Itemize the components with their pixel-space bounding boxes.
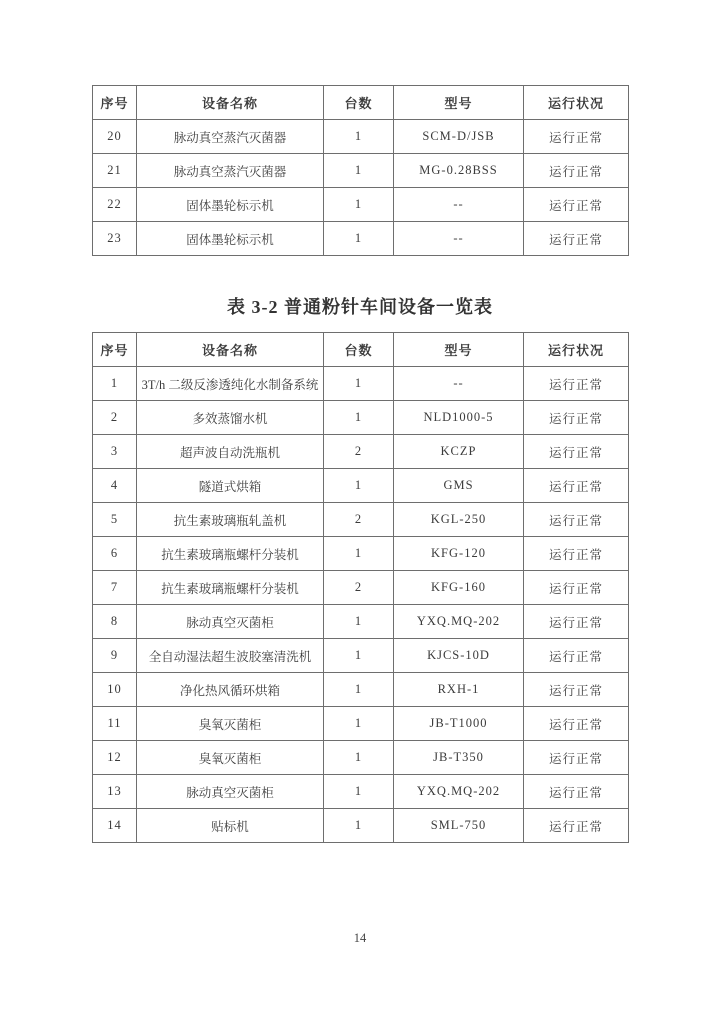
section-title: 表 3-2 普通粉针车间设备一览表 — [227, 297, 493, 317]
table-cell: SCM-D/JSB — [394, 120, 524, 154]
table-cell: 抗生素玻璃瓶螺杆分装机 — [137, 571, 324, 605]
table-cell: 1 — [324, 537, 394, 571]
table-cell: 全自动湿法超生波胶塞清洗机 — [137, 639, 324, 673]
column-header: 台数 — [324, 333, 394, 367]
table-cell: 运行正常 — [524, 188, 629, 222]
table-header-row — [93, 86, 629, 120]
table-cell: KGL-250 — [394, 503, 524, 537]
table-row — [93, 741, 629, 775]
table-cell: 臭氧灭菌柜 — [137, 741, 324, 775]
table-cell: NLD1000-5 — [394, 401, 524, 435]
table-row — [93, 401, 629, 435]
page-number: 14 — [353, 931, 367, 945]
table-cell: 运行正常 — [524, 809, 629, 843]
table-row — [93, 707, 629, 741]
table-cell: 固体墨轮标示机 — [137, 188, 324, 222]
table-cell: 净化热风循环烘箱 — [137, 673, 324, 707]
table-cell: 21 — [93, 154, 137, 188]
table-cell: 2 — [93, 401, 137, 435]
table-row — [93, 605, 629, 639]
table-row — [93, 154, 629, 188]
table-cell: 运行正常 — [524, 367, 629, 401]
table-cell: 抗生素玻璃瓶螺杆分装机 — [137, 537, 324, 571]
table-cell: MG-0.28BSS — [394, 154, 524, 188]
table-cell: JB-T350 — [394, 741, 524, 775]
table-cell: 运行正常 — [524, 775, 629, 809]
table-row — [93, 367, 629, 401]
column-header: 台数 — [324, 86, 394, 120]
column-header: 运行状况 — [524, 333, 629, 367]
column-header: 设备名称 — [137, 333, 324, 367]
table-cell: 抗生素玻璃瓶轧盖机 — [137, 503, 324, 537]
table-cell: 13 — [93, 775, 137, 809]
table-cell: 1 — [324, 775, 394, 809]
table-cell: 运行正常 — [524, 503, 629, 537]
table-cell: SML-750 — [394, 809, 524, 843]
table-cell: 脉动真空灭菌柜 — [137, 775, 324, 809]
table-cell: 臭氧灭菌柜 — [137, 707, 324, 741]
table-cell: -- — [394, 222, 524, 256]
table-cell: 固体墨轮标示机 — [137, 222, 324, 256]
table-row — [93, 120, 629, 154]
table-cell: 运行正常 — [524, 673, 629, 707]
table-cell: 5 — [93, 503, 137, 537]
table-cell: 运行正常 — [524, 120, 629, 154]
table-row — [93, 469, 629, 503]
column-header: 型号 — [394, 333, 524, 367]
table-cell: 22 — [93, 188, 137, 222]
table-cell: 隧道式烘箱 — [137, 469, 324, 503]
table-cell: 运行正常 — [524, 605, 629, 639]
column-header: 序号 — [93, 333, 137, 367]
table-cell: 20 — [93, 120, 137, 154]
table-cell: 8 — [93, 605, 137, 639]
table-cell: RXH-1 — [394, 673, 524, 707]
table-cell: 脉动真空蒸汽灭菌器 — [137, 154, 324, 188]
table-cell: 多效蒸馏水机 — [137, 401, 324, 435]
table-cell: KJCS-10D — [394, 639, 524, 673]
table-cell: 1 — [93, 367, 137, 401]
table-cell: KFG-160 — [394, 571, 524, 605]
table-cell: 运行正常 — [524, 741, 629, 775]
equipment-table-powder-injection-workshop — [92, 332, 629, 843]
table-row — [93, 188, 629, 222]
table-cell: 1 — [324, 120, 394, 154]
table-cell: 1 — [324, 605, 394, 639]
table-cell: KFG-120 — [394, 537, 524, 571]
table-cell: 1 — [324, 639, 394, 673]
table-row — [93, 775, 629, 809]
table-cell: 运行正常 — [524, 401, 629, 435]
table-cell: 4 — [93, 469, 137, 503]
table-row — [93, 809, 629, 843]
table-row — [93, 537, 629, 571]
column-header: 序号 — [93, 86, 137, 120]
table-cell: -- — [394, 367, 524, 401]
table-cell: 运行正常 — [524, 571, 629, 605]
table-cell: 1 — [324, 154, 394, 188]
table-cell: 12 — [93, 741, 137, 775]
table-cell: 10 — [93, 673, 137, 707]
table-cell: 运行正常 — [524, 469, 629, 503]
table-cell: 1 — [324, 469, 394, 503]
table-cell: 11 — [93, 707, 137, 741]
table-cell: 2 — [324, 571, 394, 605]
column-header: 型号 — [394, 86, 524, 120]
table-cell: 1 — [324, 741, 394, 775]
table-cell: 运行正常 — [524, 537, 629, 571]
table-cell: 脉动真空灭菌柜 — [137, 605, 324, 639]
table-cell: 贴标机 — [137, 809, 324, 843]
table-row — [93, 571, 629, 605]
table-row — [93, 222, 629, 256]
table-row — [93, 639, 629, 673]
table-cell: 1 — [324, 809, 394, 843]
table-cell: 1 — [324, 188, 394, 222]
table-cell: 2 — [324, 503, 394, 537]
table-cell: 3 — [93, 435, 137, 469]
table-cell: 运行正常 — [524, 154, 629, 188]
table-cell: 超声波自动洗瓶机 — [137, 435, 324, 469]
table-cell: 运行正常 — [524, 222, 629, 256]
table-cell: YXQ.MQ-202 — [394, 605, 524, 639]
table-cell: 7 — [93, 571, 137, 605]
table-header-row — [93, 333, 629, 367]
column-header: 运行状况 — [524, 86, 629, 120]
table-cell: 2 — [324, 435, 394, 469]
table-cell: 1 — [324, 367, 394, 401]
table-cell: GMS — [394, 469, 524, 503]
table-cell: 运行正常 — [524, 707, 629, 741]
table-cell: KCZP — [394, 435, 524, 469]
table-cell: 1 — [324, 673, 394, 707]
table-cell: YXQ.MQ-202 — [394, 775, 524, 809]
table-cell: 23 — [93, 222, 137, 256]
table-cell: -- — [394, 188, 524, 222]
table-cell: 6 — [93, 537, 137, 571]
equipment-table-continued — [92, 85, 629, 256]
table-cell: 脉动真空蒸汽灭菌器 — [137, 120, 324, 154]
table-cell: 运行正常 — [524, 639, 629, 673]
table-cell: 1 — [324, 707, 394, 741]
table-row — [93, 673, 629, 707]
table-row — [93, 503, 629, 537]
table-cell: 9 — [93, 639, 137, 673]
table-cell: 1 — [324, 401, 394, 435]
table-row — [93, 435, 629, 469]
table-cell: 14 — [93, 809, 137, 843]
column-header: 设备名称 — [137, 86, 324, 120]
table-cell: 3T/h 二级反渗透纯化水制备系统 — [137, 367, 324, 401]
table-cell: 运行正常 — [524, 435, 629, 469]
table-cell: 1 — [324, 222, 394, 256]
table-cell: JB-T1000 — [394, 707, 524, 741]
